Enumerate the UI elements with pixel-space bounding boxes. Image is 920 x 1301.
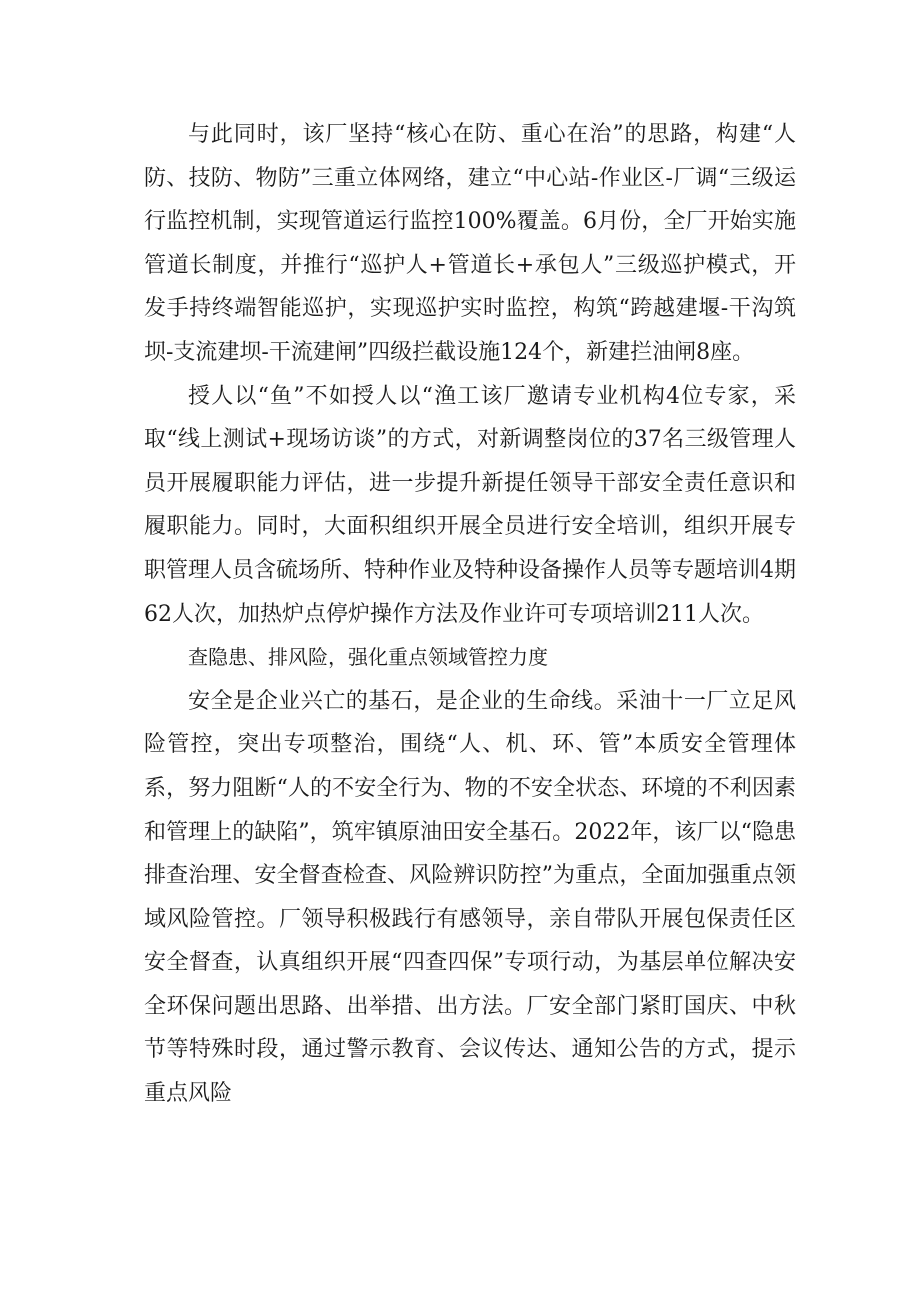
document-body [144,113,796,1116]
section-heading: 查隐患、排风险，强化重点领域管控力度 [188,645,548,670]
paragraph-risk-control: 安全是企业兴亡的基石，是企业的生命线。采油十一厂立足风险管控，突出专项整治，围绕“人、机、环、管”本质安全管理体系，努力阻断“人的不安全行为、物的不安全状态、环境的不利因素和管理上的缺陷”，筑牢镇原油田安全基石。2022年，该厂以“隐患排查治理、安全督查检查、风险辨识防控”为重点，全面加强重点领域风险管控。厂领导积极践行有感领导，亲自带队开展包保责任区安全督查，认真组织开展“四查四保”专项行动，为基层单位解决安全环保问题出思路、出举措、出方法。厂安全部门紧盯国庆、中秋节等特殊时段，通过警示教育、会议传达、通知公告的方式，提示重点风险 [144,688,797,1107]
paragraph-training: 授人以“鱼”不如授人以“渔工该厂邀请专业机构4位专家，采取“线上测试+现场访谈”的方式，对新调整岗位的37名三级管理人员开展履职能力评估，进一步提升新提任领导干部安全责任意识和履职能力。同时，大面积组织开展全员进行安全培训，组织开展专职管理人员含硫场所、特种作业及特种设备操作人员等专题培训4期62人次，加热炉点停炉操作方法及作业许可专项培训211人次。 [144,383,796,627]
paragraph-pipeline-monitoring: 与此同时，该厂坚持“核心在防、重心在治”的思路，构建“人防、技防、物防”三重立体网络，建立“中心站-作业区-厂调“三级运行监控机制，实现管道运行监控100%覆盖。6月份，全厂开始实施管道长制度，并推行“巡护人+管道长+承包人”三级巡护模式，开发手持终端智能巡护，实现巡护实时监控，构筑“跨越建堰-干沟筑坝-支流建坝-干流建闸”四级拦截设施124个，新建拦油闸8座。 [144,122,796,365]
